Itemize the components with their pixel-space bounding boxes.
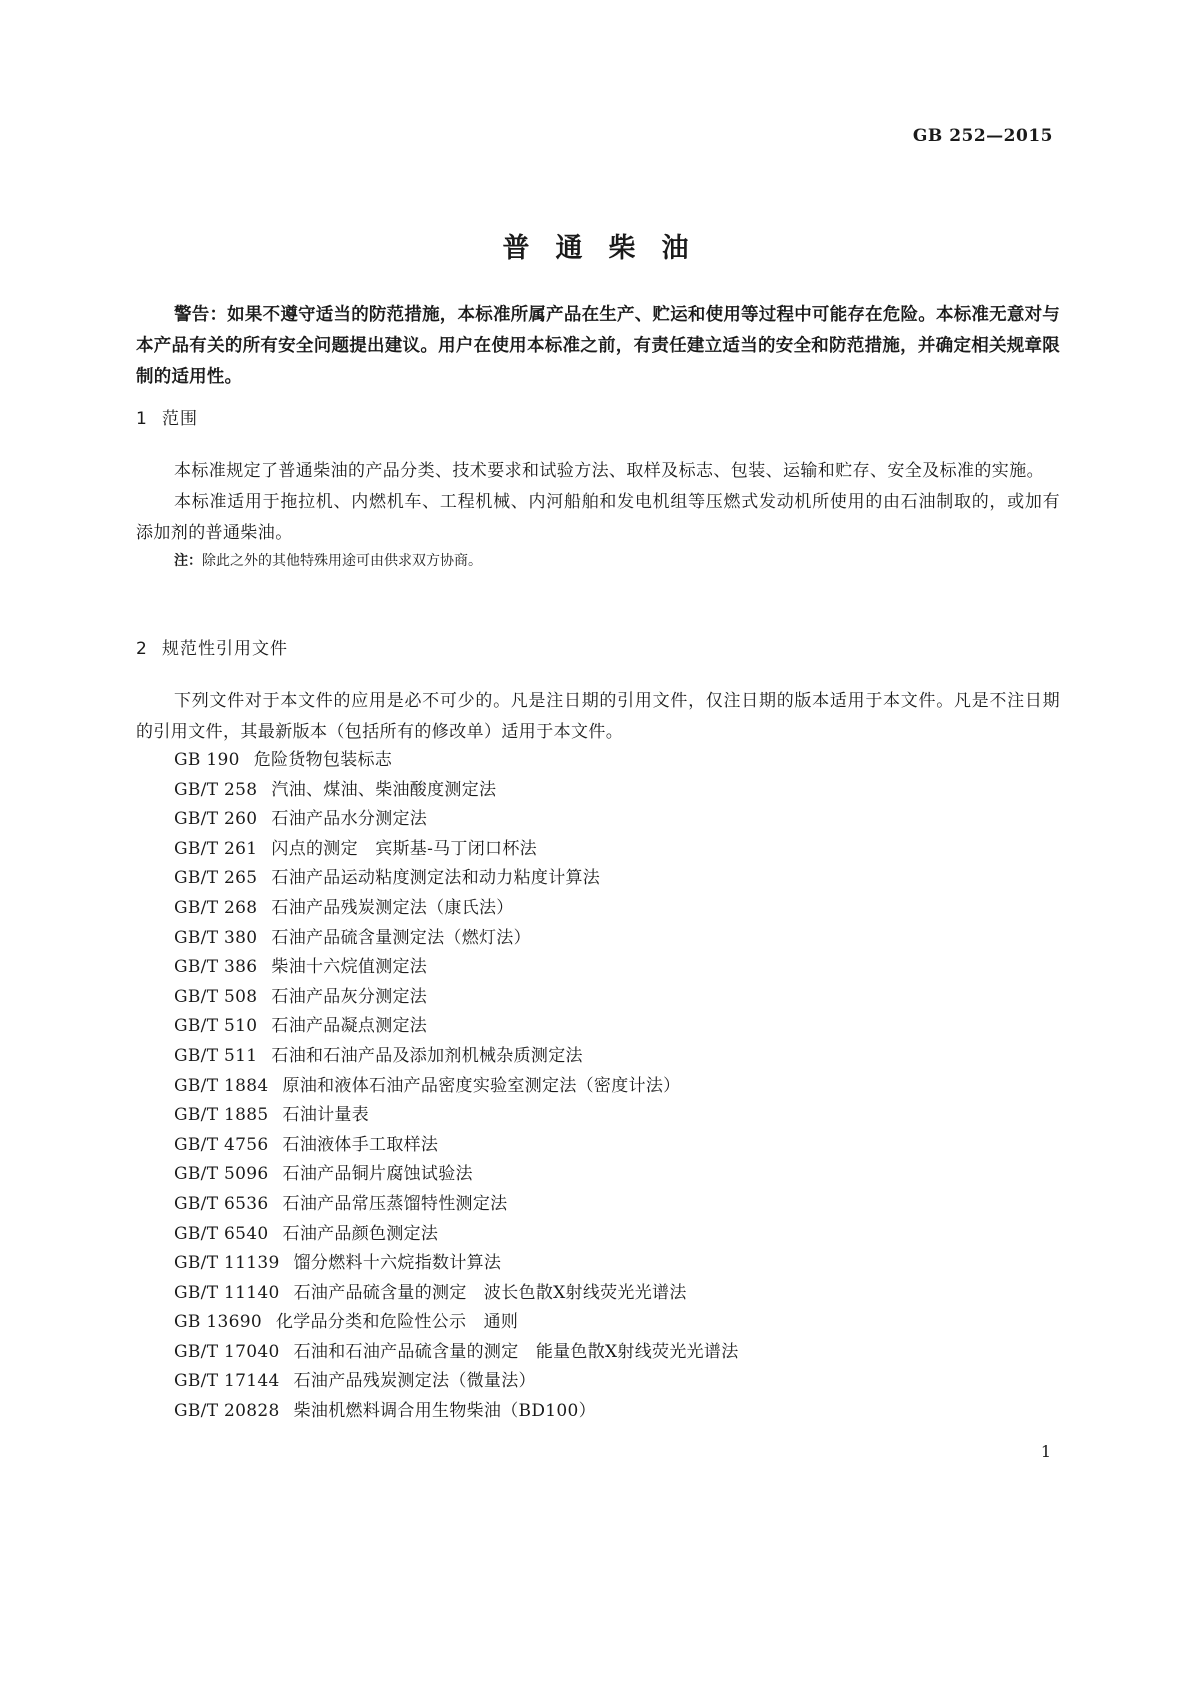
reference-title: 石油产品残炭测定法（康氏法）: [271, 897, 514, 918]
reference-item: [174, 1190, 739, 1220]
section-2-intro: [136, 686, 1060, 748]
section-1-heading: [136, 404, 198, 429]
scope-paragraph: 本标准适用于拖拉机、内燃机车、工程机械、内河船舶和发电机组等压燃式发动机所使用的由石油制取的，或加有添加剂的普通柴油。: [136, 492, 1060, 543]
reference-code: GB/T 265: [174, 868, 258, 889]
reference-title: 汽油、煤油、柴油酸度测定法: [271, 779, 497, 800]
reference-title: 石油产品水分测定法: [271, 809, 428, 830]
reference-title: 柴油机燃料调合用生物柴油（BD100）: [293, 1401, 596, 1422]
reference-code: GB/T 380: [174, 927, 258, 948]
reference-item: [174, 1397, 739, 1427]
reference-title: 石油产品硫含量的测定 波长色散X射线荧光光谱法: [293, 1282, 687, 1303]
reference-item: [174, 776, 739, 806]
section-number: 1: [136, 409, 148, 429]
reference-item: [174, 1220, 739, 1250]
reference-code: GB/T 6540: [174, 1223, 269, 1244]
reference-code: GB 13690: [174, 1312, 262, 1333]
reference-item: [174, 864, 739, 894]
reference-title: 化学品分类和危险性公示 通则: [275, 1312, 519, 1333]
reference-item: [174, 953, 739, 983]
reference-code: GB/T 17144: [174, 1371, 280, 1392]
section-title: 范围: [162, 409, 198, 429]
section-number: 2: [136, 639, 148, 659]
reference-title: 石油和石油产品及添加剂机械杂质测定法: [271, 1045, 583, 1066]
reference-code: GB/T 261: [174, 838, 258, 859]
scope-note: [136, 549, 1060, 573]
section-2-heading: [136, 634, 288, 659]
reference-code: GB/T 4756: [174, 1134, 269, 1155]
reference-code: GB/T 1885: [174, 1105, 269, 1126]
note-label: 注：: [174, 553, 202, 569]
note-text: 除此之外的其他特殊用途可由供求双方协商。: [202, 553, 482, 569]
reference-title: 危险货物包装标志: [253, 750, 393, 770]
reference-item: [174, 1101, 739, 1131]
reference-code: GB/T 386: [174, 957, 258, 978]
reference-code: GB/T 11140: [174, 1282, 280, 1303]
reference-code: GB/T 5096: [174, 1164, 269, 1185]
reference-title: 石油和石油产品硫含量的测定 能量色散X射线荧光光谱法: [293, 1341, 739, 1362]
reference-code: GB/T 511: [174, 1045, 258, 1066]
reference-code: GB/T 17040: [174, 1341, 280, 1362]
reference-title: 闪点的测定 宾斯基-马丁闭口杯法: [271, 838, 537, 859]
reference-item: [174, 1249, 739, 1279]
reference-item: [174, 983, 739, 1013]
reference-code: GB/T 11139: [174, 1253, 280, 1274]
reference-item: [174, 1012, 739, 1042]
reference-item: [174, 1072, 739, 1102]
reference-title: 馏分燃料十六烷指数计算法: [293, 1253, 502, 1274]
reference-code: GB/T 258: [174, 779, 258, 800]
reference-title: 石油液体手工取样法: [282, 1134, 439, 1155]
reference-item: [174, 1160, 739, 1190]
section-1-body: [136, 456, 1060, 573]
section-title: 规范性引用文件: [162, 639, 288, 659]
reference-code: GB/T 1884: [174, 1075, 269, 1096]
scope-paragraph: 本标准规定了普通柴油的产品分类、技术要求和试验方法、取样及标志、包装、运输和贮存、安全及标准的实施。: [174, 461, 1044, 481]
reference-title: 原油和液体石油产品密度实验室测定法（密度计法）: [282, 1075, 681, 1096]
reference-code: GB/T 510: [174, 1016, 258, 1037]
reference-item: [174, 1308, 739, 1338]
page-number: 1: [1040, 1442, 1051, 1461]
reference-item: [174, 1279, 739, 1309]
reference-item: [174, 924, 739, 954]
reference-item: [174, 894, 739, 924]
reference-title: 石油产品残炭测定法（微量法）: [293, 1371, 536, 1392]
reference-item: [174, 1131, 739, 1161]
reference-code: GB/T 268: [174, 897, 258, 918]
reference-title: 柴油十六烷值测定法: [271, 957, 428, 978]
reference-title: 石油产品凝点测定法: [271, 1016, 428, 1037]
reference-code: GB/T 508: [174, 986, 258, 1007]
reference-item: [174, 835, 739, 865]
reference-title: 石油产品颜色测定法: [282, 1223, 439, 1244]
reference-list: [174, 746, 739, 1427]
reference-item: [174, 1042, 739, 1072]
reference-title: 石油产品常压蒸馏特性测定法: [282, 1193, 508, 1214]
reference-item: [174, 1338, 739, 1368]
warning-paragraph: 警告：如果不遵守适当的防范措施，本标准所属产品在生产、贮运和使用等过程中可能存在危险。本标准无意对与本产品有关的所有安全问题提出建议。用户在使用本标准之前，有责任建立适当的安全和防范措施，并确定相关规章限制的适用性。: [136, 305, 1060, 387]
reference-title: 石油产品铜片腐蚀试验法: [282, 1164, 473, 1185]
references-intro: 下列文件对于本文件的应用是必不可少的。凡是注日期的引用文件，仅注日期的版本适用于本文件。凡是不注日期的引用文件，其最新版本（包括所有的修改单）适用于本文件。: [136, 691, 1060, 742]
reference-title: 石油计量表: [282, 1105, 370, 1126]
reference-title: 石油产品运动粘度测定法和动力粘度计算法: [271, 868, 601, 889]
reference-code: GB/T 6536: [174, 1193, 269, 1214]
reference-code: GB/T 20828: [174, 1401, 280, 1422]
standard-code: GB 252—2015: [912, 126, 1053, 146]
reference-item: [174, 1367, 739, 1397]
reference-code: GB/T 260: [174, 809, 258, 830]
document-title: 普通柴油: [502, 233, 715, 264]
reference-item: [174, 805, 739, 835]
reference-code: GB 190: [174, 750, 240, 770]
reference-title: 石油产品硫含量测定法（燃灯法）: [271, 927, 531, 948]
reference-title: 石油产品灰分测定法: [271, 986, 428, 1007]
reference-item: [174, 746, 739, 776]
